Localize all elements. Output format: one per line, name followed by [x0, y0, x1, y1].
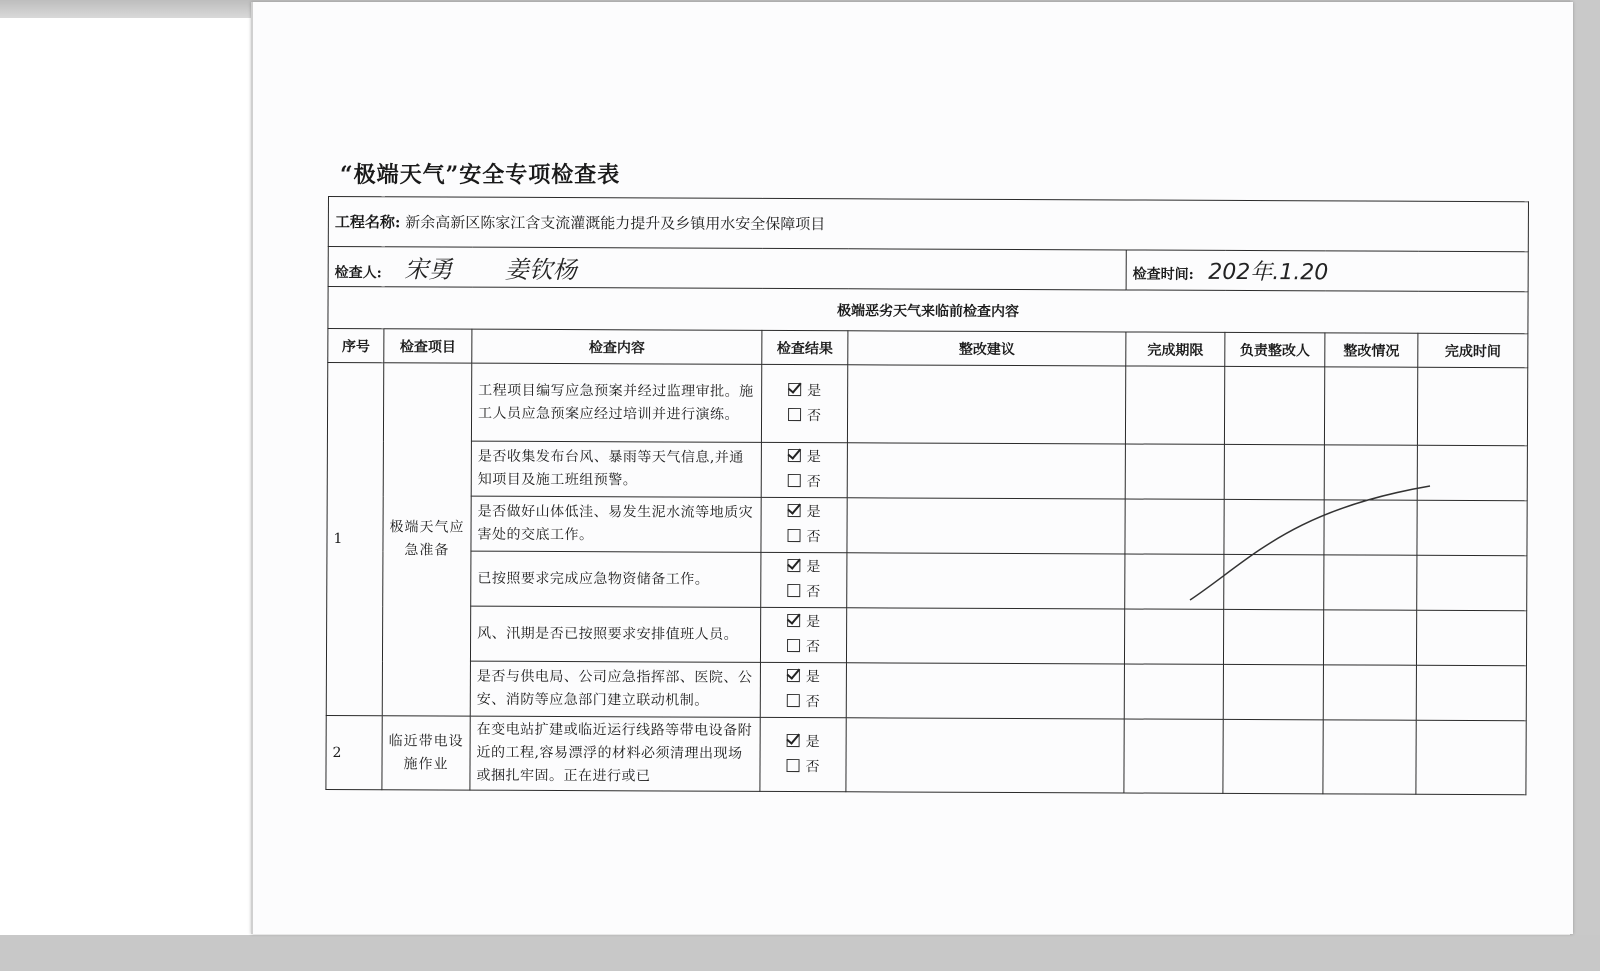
column-header-status: 整改情况: [1325, 333, 1418, 367]
option-yes-label: 是: [807, 382, 822, 399]
suggestion-cell: [847, 553, 1125, 609]
status-cell: [1323, 665, 1416, 720]
inspector-label: 检查人:: [334, 265, 382, 282]
responsible-cell: [1223, 664, 1323, 719]
checkbox-yes[interactable]: [787, 559, 800, 572]
suggestion-cell: [847, 365, 1125, 444]
suggestion-cell: [846, 663, 1124, 719]
project-name-value: 新余高新区陈家江含支流灌溉能力提升及乡镇用水安全保障项目: [405, 213, 826, 234]
checkbox-yes[interactable]: [788, 504, 801, 517]
responsible-cell: [1223, 609, 1323, 664]
option-yes-label: 是: [806, 504, 821, 521]
check-content: 是否与供电局、公司应急指挥部、医院、公安、消防等应急部门建立联动机制。: [470, 661, 760, 717]
option-no-label: 否: [805, 758, 820, 775]
status-cell: [1324, 555, 1417, 610]
check-content: 风、汛期是否已按照要求安排值班人员。: [470, 606, 760, 662]
deadline-cell: [1124, 664, 1223, 719]
column-header-deadline: 完成期限: [1126, 332, 1225, 366]
option-yes-label: 是: [805, 733, 820, 750]
option-no-label: 否: [806, 639, 821, 656]
status-cell: [1323, 610, 1416, 665]
responsible-cell: [1224, 499, 1324, 554]
document-title: “极端天气”安全专项检查表: [340, 162, 621, 188]
completion-time-cell: [1417, 445, 1527, 500]
table-row: [327, 440, 1527, 500]
option-yes-label: 是: [806, 559, 821, 576]
inspection-time-label: 检查时间:: [1132, 266, 1194, 283]
check-result: [761, 552, 847, 607]
suggestion-cell: [847, 498, 1125, 554]
checkbox-yes[interactable]: [787, 734, 800, 747]
completion-time-cell: [1417, 367, 1527, 445]
checkbox-yes[interactable]: [788, 449, 801, 462]
check-content: 是否收集发布台风、暴雨等天气信息,并通知项目及施工班组预警。: [471, 441, 761, 497]
completion-time-cell: [1416, 720, 1526, 794]
check-result: [760, 607, 846, 662]
option-no-label: 否: [806, 584, 821, 601]
column-header-item: 检查项目: [384, 329, 472, 363]
checkbox-no[interactable]: [787, 694, 800, 707]
column-header-result: 检查结果: [762, 330, 848, 364]
column-header-responsible: 负责整改人: [1225, 332, 1325, 366]
suggestion-cell: [846, 718, 1124, 793]
deadline-cell: [1124, 609, 1223, 664]
check-result: [760, 662, 846, 717]
option-yes-label: 是: [805, 669, 820, 686]
table-row: [327, 550, 1527, 610]
section-title: 极端恶劣天气来临前检查内容: [328, 287, 1528, 334]
checkbox-no[interactable]: [787, 639, 800, 652]
inspection-table: [325, 196, 1529, 795]
status-cell: [1324, 500, 1417, 555]
checkbox-yes[interactable]: [787, 669, 800, 682]
inspector-cell: [328, 247, 1126, 290]
check-content: 在变电站扩建或临近运行线路等带电设备附近的工程,容易漂浮的材料必须清理出现场或捆扎牢固。正在进行或已: [470, 716, 760, 791]
column-header-suggestion: 整改建议: [848, 331, 1126, 366]
group-item: 临近带电设施作业: [382, 716, 470, 790]
column-header-content: 检查内容: [472, 329, 762, 364]
table-row: [326, 660, 1526, 720]
inspector-signature-2: 姜钦杨: [504, 255, 577, 285]
completion-time-cell: [1416, 610, 1526, 665]
check-result: [761, 442, 847, 497]
checkbox-no[interactable]: [787, 529, 800, 542]
check-content: 已按照要求完成应急物资储备工作。: [471, 551, 761, 607]
scanner-background-bottom: [0, 935, 1600, 971]
status-cell: [1324, 367, 1417, 445]
suggestion-cell: [846, 608, 1124, 664]
check-result: [761, 497, 847, 552]
inspector-signature-1: 宋勇: [404, 255, 453, 284]
inspection-time-value: 202年.1.20: [1208, 259, 1329, 286]
deadline-cell: [1125, 499, 1224, 554]
project-name-label: 工程名称:: [334, 213, 401, 232]
table-row: [327, 495, 1527, 555]
table-row: [326, 715, 1526, 794]
scanner-background-right: [1570, 0, 1600, 971]
option-no-label: 否: [805, 694, 820, 711]
suggestion-cell: [847, 443, 1125, 499]
checkbox-no[interactable]: [788, 474, 801, 487]
deadline-cell: [1125, 554, 1224, 609]
checkbox-no[interactable]: [786, 759, 799, 772]
checkbox-yes[interactable]: [788, 383, 801, 396]
option-yes-label: 是: [806, 449, 821, 466]
checkbox-no[interactable]: [788, 408, 801, 421]
check-result: [761, 364, 847, 442]
responsible-cell: [1223, 719, 1323, 793]
option-no-label: 否: [806, 474, 821, 491]
status-cell: [1323, 720, 1416, 794]
deadline-cell: [1125, 366, 1224, 444]
responsible-cell: [1224, 444, 1324, 499]
inspection-time-cell: [1126, 250, 1528, 292]
check-result: [760, 717, 846, 791]
checkbox-yes[interactable]: [787, 614, 800, 627]
group-number: 1: [326, 363, 384, 716]
deadline-cell: [1124, 719, 1223, 793]
status-cell: [1324, 445, 1417, 500]
completion-time-cell: [1417, 500, 1527, 555]
option-no-label: 否: [806, 529, 821, 546]
check-content: 工程项目编写应急预案并经过监理审批。施工人员应急预案应经过培训并进行演练。: [471, 363, 761, 442]
check-content: 是否做好山体低洼、易发生泥水流等地质灾害处的交底工作。: [471, 496, 761, 552]
table-row: [326, 605, 1526, 665]
table-row: [327, 363, 1527, 446]
project-name-cell: [328, 197, 1528, 252]
responsible-cell: [1224, 554, 1324, 609]
column-header-num: 序号: [328, 329, 384, 363]
column-header-completion-time: 完成时间: [1418, 333, 1528, 367]
completion-time-cell: [1417, 555, 1527, 610]
option-no-label: 否: [807, 407, 822, 424]
group-number: 2: [326, 715, 382, 789]
checkbox-no[interactable]: [787, 584, 800, 597]
responsible-cell: [1224, 366, 1324, 444]
completion-time-cell: [1416, 665, 1526, 720]
deadline-cell: [1125, 444, 1224, 499]
option-yes-label: 是: [806, 614, 821, 631]
group-item: 极端天气应急准备: [382, 363, 472, 716]
